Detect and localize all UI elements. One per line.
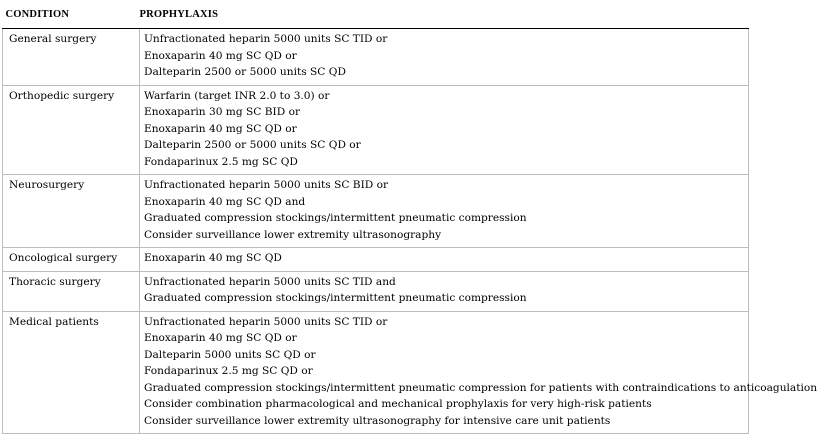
condition-cell: Thoracic surgery	[3, 271, 140, 311]
prophylaxis-cell	[140, 248, 749, 272]
prophylaxis-line: Unfractionated heparin 5000 units SC TID or	[144, 315, 388, 328]
table-row	[3, 271, 749, 311]
prophylaxis-cell	[140, 85, 749, 175]
table-body	[3, 29, 817, 434]
prophylaxis-line: Consider surveillance lower extremity ultrasonography	[144, 228, 442, 241]
prophylaxis-line: Consider surveillance lower extremity ultrasonography for intensive care unit patients	[144, 414, 611, 427]
header-row	[3, 0, 749, 29]
table-row	[3, 248, 749, 272]
prophylaxis-line: Enoxaparin 30 mg SC BID or	[144, 106, 301, 118]
prophylaxis-line: Warfarin (target INR 2.0 to 3.0) or	[144, 89, 330, 102]
prophylaxis-line: Enoxaparin 40 mg SC QD or	[144, 122, 297, 135]
prophylaxis-line: Graduated compression stockings/intermittent pneumatic compression for patients with contraindications to anticoagulation	[144, 381, 817, 394]
prophylaxis-line: Fondaparinux 2.5 mg SC QD	[144, 155, 298, 168]
header-condition: CONDITION	[3, 0, 140, 29]
prophylaxis-cell	[140, 271, 749, 311]
prophylaxis-line: Enoxaparin 40 mg SC QD or	[144, 332, 297, 344]
table-row	[3, 175, 749, 248]
condition-cell: Orthopedic surgery	[3, 85, 140, 175]
condition-cell: Neurosurgery	[3, 175, 140, 248]
prophylaxis-line: Graduated compression stockings/intermittent pneumatic compression	[144, 212, 527, 224]
prophylaxis-line: Consider combination pharmacological and mechanical prophylaxis for very high-risk patients	[144, 398, 652, 410]
prophylaxis-cell	[140, 29, 749, 86]
condition-cell: General surgery	[3, 29, 140, 86]
prophylaxis-line: Fondaparinux 2.5 mg SC QD or	[144, 365, 313, 377]
header-prophylaxis: PROPHYLAXIS	[140, 0, 749, 29]
prophylaxis-line: Unfractionated heparin 5000 units SC TID and	[144, 275, 396, 288]
prophylaxis-line: Enoxaparin 40 mg SC QD or	[144, 49, 297, 62]
condition-cell: Medical patients	[3, 311, 140, 434]
prophylaxis-cell	[140, 311, 817, 434]
prophylaxis-line: Graduated compression stockings/intermittent pneumatic compression	[144, 292, 527, 304]
prophylaxis-line: Dalteparin 2500 or 5000 units SC QD	[144, 66, 346, 78]
table-row	[3, 29, 749, 86]
condition-cell: Oncological surgery	[3, 248, 140, 272]
table-row	[3, 85, 749, 175]
prophylaxis-line: Unfractionated heparin 5000 units SC BID or	[144, 179, 389, 191]
prophylaxis-table	[2, 0, 817, 434]
prophylaxis-line: Enoxaparin 40 mg SC QD	[144, 252, 282, 264]
prophylaxis-line: Unfractionated heparin 5000 units SC TID or	[144, 33, 388, 45]
prophylaxis-cell	[140, 175, 749, 248]
prophylaxis-line: Dalteparin 2500 or 5000 units SC QD or	[144, 139, 361, 151]
table-row	[3, 311, 749, 434]
prophylaxis-line: Enoxaparin 40 mg SC QD and	[144, 195, 306, 208]
prophylaxis-line: Dalteparin 5000 units SC QD or	[144, 348, 316, 361]
